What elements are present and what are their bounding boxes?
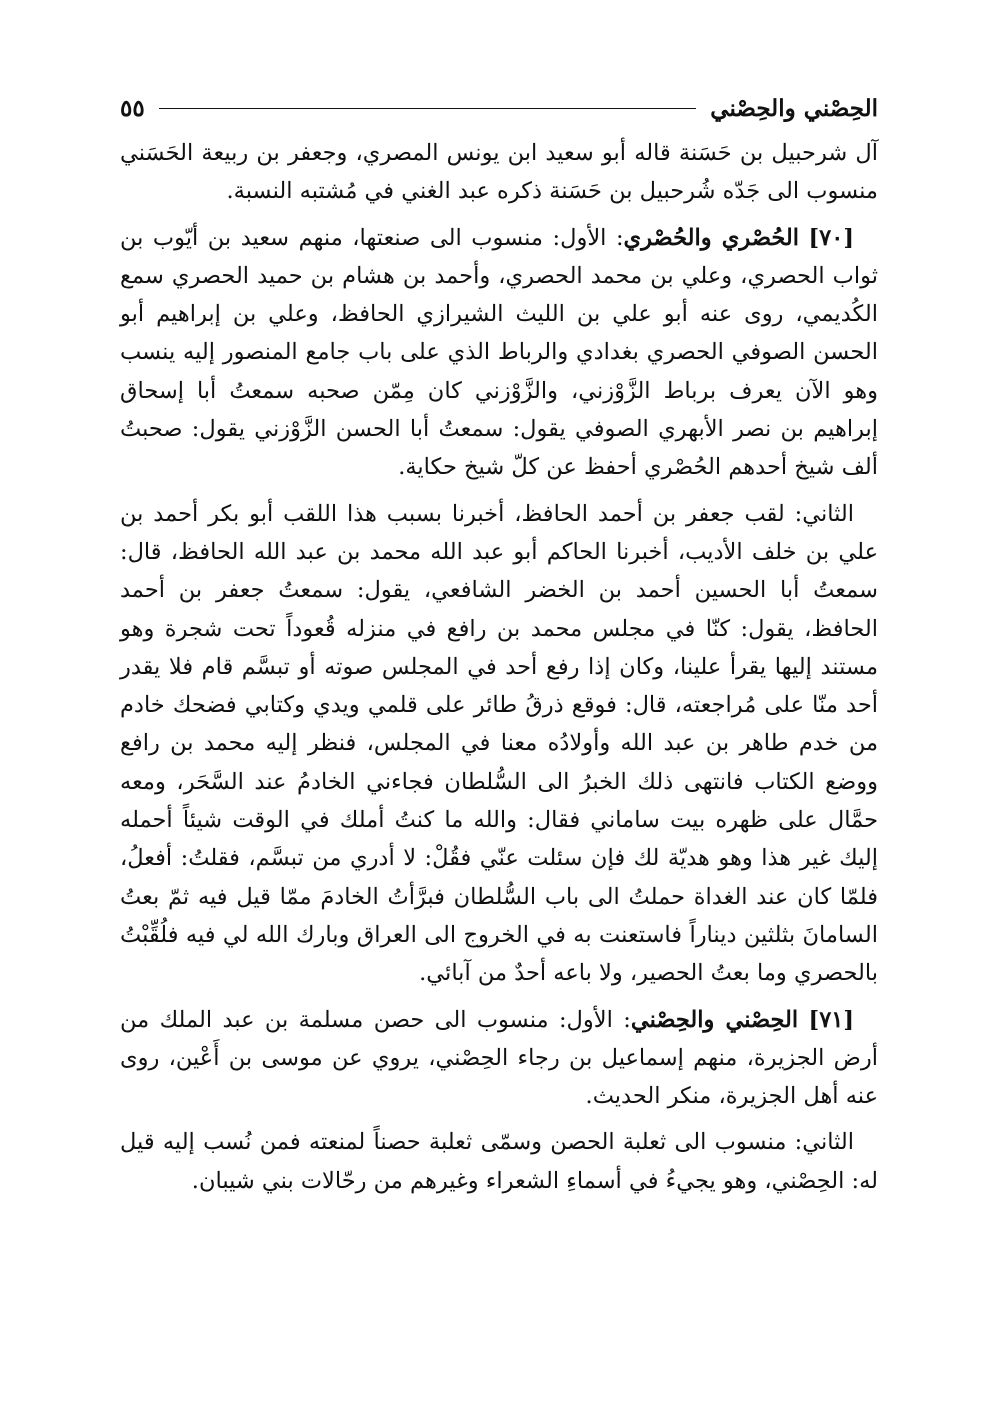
paragraph-continuation bbox=[120, 134, 878, 211]
entry-number: [٧٠] bbox=[808, 224, 854, 251]
entry-70 bbox=[120, 219, 878, 487]
paragraph-text: : الأول: منسوب الى حصن مسلمة بن عبد الملك من أرض الجزيرة، منهم إسماعيل بن رجاء الحِصْني، يروي عن موسى بن أَعْين، روى عنه أهل الجزيرة، منكر الحديث. bbox=[120, 1006, 878, 1110]
paragraph-second-meaning bbox=[120, 495, 878, 993]
page-number: ٥٥ bbox=[120, 94, 145, 122]
body-text bbox=[120, 134, 878, 1200]
entry-number: [٧١] bbox=[808, 1006, 855, 1033]
paragraph-text: الثاني: منسوب الى ثعلبة الحصن وسمّى ثعلبة حصناً لمنعته فمن نُسب إليه قيل له: الحِصْني، وهو يجيءُ في أسماءِ الشعراء وغيرهم من رحّالات بني شيبان. bbox=[120, 1129, 878, 1194]
running-header bbox=[120, 88, 878, 128]
running-title: الحِصْني والحِصْني bbox=[710, 94, 878, 122]
paragraph-text: الثاني: لقب جعفر بن أحمد الحافظ، أخبرنا بسبب هذا اللقب أبو بكر أحمد بن علي بن خلف الأديب، أخبرنا الحاكم أبو عبد الله محمد بن عبد الله الحافظ، قال: سمعتُ أبا الحسين أحمد بن الخضر الشافعي، يقول: سمعتُ جعفر بن أحمد الحافظ، يقول: كنّا في مجلس محمد بن رافع في منزله قُعوداً تحت شجرة وهو مستند إليها يقرأ علينا، وكان إذا رفع أحد في المجلس صوته أو تبسَّم قام فلا يقدر أحد منّا على مُراجعته، قال: فوقع ذرقُ طائر على قلمي ويدي وكتابي فضحك خادم من خدم طاهر بن عبد الله وأولادُه معنا في المجلس، فنظر إليه محمد بن رافع ووضع الكتاب فانتهى ذلك الخبرُ الى السُّلطان فجاءني الخادمُ عند السَّحَر، ومعه حمَّال على ظهره بيت ساماني فقال: والله ما كنتُ أملك في الوقت شيئاً أحمله إليك غير هذا وهو هديّة لك فإن سئلت عنّي فقُلْ: لا أدري من تبسَّم، فقلتُ: أفعلُ، فلمّا كان عند الغداة حملتُ الى باب السُّلطان فبرَّأتُ الخادمَ ممّا قيل فيه ثمّ بعتُ السامانَ بثلثين ديناراً فاستعنت به في الخروج الى العراق وبارك الله لي فيه فلُقِّبْتُ بالحصري وما بعتُ الحصير، ولا باعه أحدٌ من آبائي. bbox=[120, 500, 878, 987]
header-rule bbox=[159, 108, 697, 109]
entry-heading: الحِصْني والحِصْني bbox=[630, 1006, 799, 1033]
paragraph-text: آل شرحبيل بن حَسَنة قاله أبو سعيد ابن يونس المصري، وجعفر بن ربيعة الحَسَني منسوب الى جَدّه شُرحبيل بن حَسَنة ذكره عبد الغني في مُشتبه النسبة. bbox=[120, 140, 878, 205]
entry-heading: الحُصْري والحُصْري bbox=[623, 224, 799, 251]
entry-71 bbox=[120, 1001, 878, 1116]
paragraph-second-meaning bbox=[120, 1123, 878, 1200]
paragraph-text: : الأول: منسوب الى صنعتها، منهم سعيد بن أيّوب بن ثواب الحصري، وعلي بن محمد الحصري، وأحمد بن هشام بن حميد الحصري سمع الكُديمي، روى عنه أبو علي بن الليث الشيرازي الحافظ، وعلي بن إبراهيم أبو الحسن الصوفي الحصري بغدادي والرباط الذي على باب جامع المنصور إليه ينسب وهو الآن يعرف برباط الزَّوْزني، والزَّوْزني كان مِمّن صحبه سمعتُ أبا إسحاق إبراهيم بن نصر الأبهري الصوفي يقول: سمعتُ أبا الحسن الزَّوْزني يقول: صحبتُ ألف شيخ أحدهم الحُصْري أحفظ عن كلّ شيخ حكاية. bbox=[120, 224, 878, 481]
